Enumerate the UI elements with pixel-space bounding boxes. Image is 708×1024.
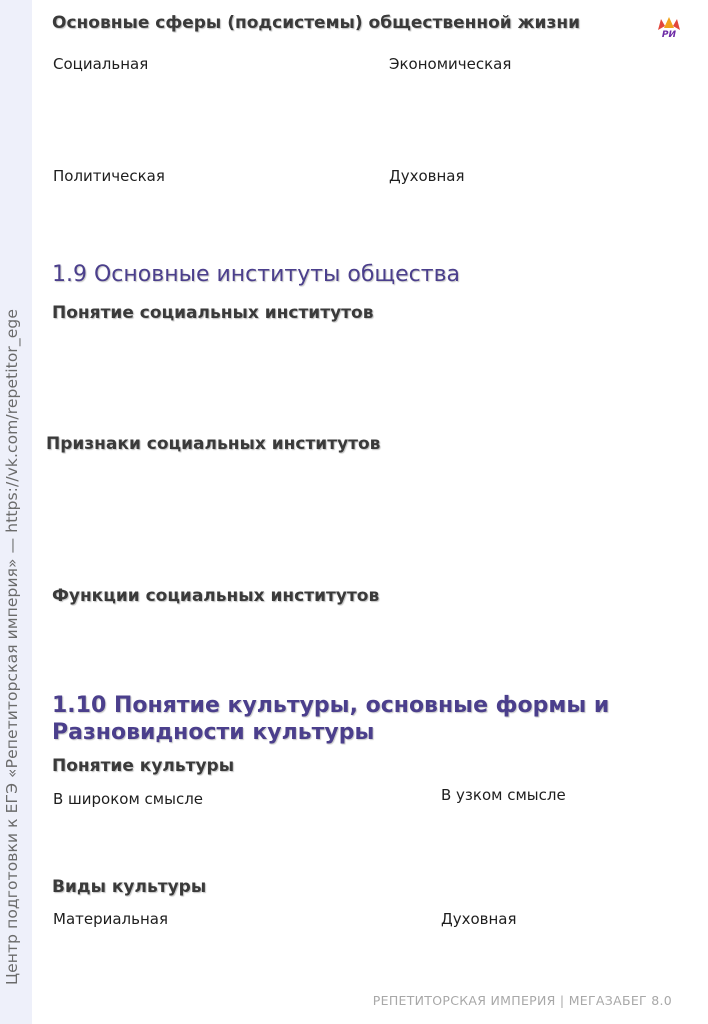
culture-spiritual: Духовная bbox=[441, 910, 517, 928]
sidebar-caption: Центр подготовки к ЕГЭ «Репетиторская империя» — https://vk.com/repetitor_ege bbox=[3, 309, 21, 985]
logo-text: РИ bbox=[661, 30, 677, 40]
footer-separator: | bbox=[559, 993, 565, 1008]
social-institutions-concept: Понятие социальных институтов bbox=[52, 303, 374, 323]
sidebar-band bbox=[0, 0, 32, 1024]
sphere-social: Социальная bbox=[53, 55, 149, 73]
spheres-title: Основные сферы (подсистемы) общественной жизни bbox=[52, 13, 580, 33]
footer bbox=[373, 993, 672, 1008]
social-institutions-functions: Функции социальных институтов bbox=[52, 586, 380, 606]
logo bbox=[656, 16, 682, 46]
sphere-spiritual: Духовная bbox=[389, 167, 465, 185]
sphere-political: Политическая bbox=[53, 167, 165, 185]
section-1-10-title-line1: 1.10 Понятие культуры, основные формы и bbox=[52, 693, 610, 718]
sphere-economic: Экономическая bbox=[389, 55, 512, 73]
culture-broad-sense: В широком смысле bbox=[53, 790, 204, 808]
footer-brand: РЕПЕТИТОРСКАЯ ИМПЕРИЯ bbox=[372, 993, 556, 1008]
section-1-10-title-line2: Разновидности культуры bbox=[52, 720, 375, 745]
culture-concept: Понятие культуры bbox=[52, 756, 235, 776]
culture-narrow-sense: В узком смысле bbox=[441, 786, 566, 804]
culture-material: Материальная bbox=[53, 910, 169, 928]
section-1-9-title: 1.9 Основные институты общества bbox=[52, 262, 461, 287]
social-institutions-signs: Признаки социальных институтов bbox=[46, 434, 381, 454]
culture-kinds-title: Виды культуры bbox=[52, 877, 207, 897]
footer-event: МЕГАЗАБЕГ 8.0 bbox=[568, 993, 672, 1008]
